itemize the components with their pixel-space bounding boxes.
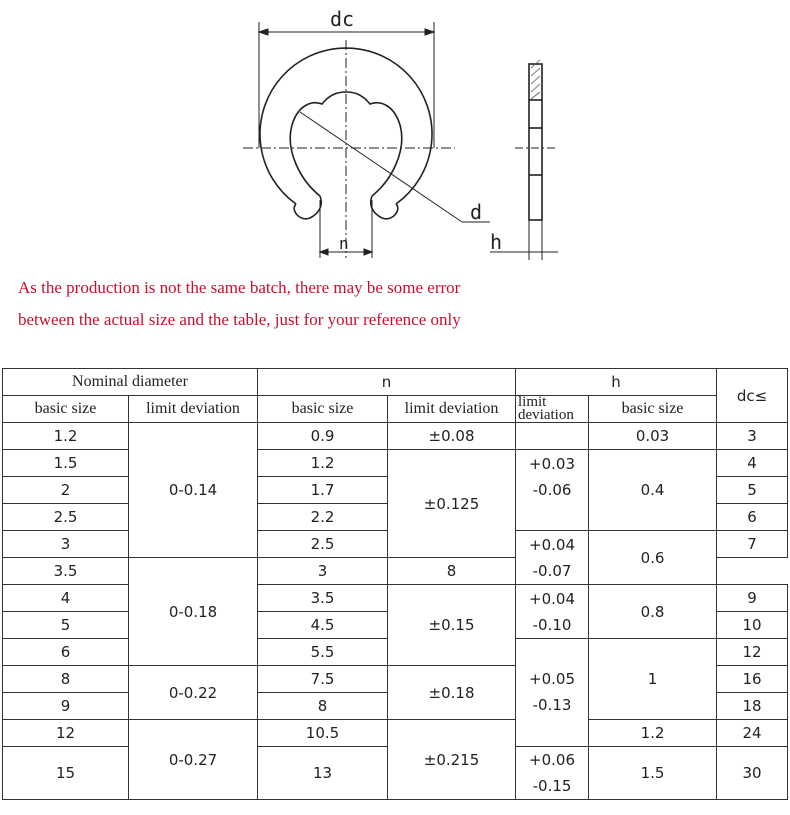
h-dev-cell: +0.03 -0.06 [516,450,589,531]
n-basic-cell: 2.2 [258,504,388,531]
n-label: n [339,234,349,253]
h-dev-cell: +0.04 -0.10 [516,585,589,639]
n-basic-cell: 13 [258,747,388,800]
dc-cell: 7 [717,531,788,558]
e-clip-left-ear [294,196,321,219]
dc-cell: 10 [717,612,788,639]
n-dev-cell: ±0.125 [388,450,516,558]
n-dev-cell: ±0.15 [388,585,516,666]
nominal-basic-cell: 2 [3,477,129,504]
dc-label: dc [330,7,355,31]
h-basic-cell: 1.2 [589,720,717,747]
n-dev-cell: ±0.215 [388,720,516,800]
nominal-basic-cell: 8 [3,666,129,693]
n-basic-cell: 10.5 [258,720,388,747]
n-basic-cell: 3 [258,558,388,585]
dc-cell: 3 [717,423,788,450]
h-basic-cell: 0.4 [589,450,717,531]
nominal-dev-cell: 0-0.27 [129,720,258,800]
h-basic-cell: 0.8 [589,585,717,639]
n-basic-cell: 1.2 [258,450,388,477]
n-basic-cell: 4.5 [258,612,388,639]
nominal-basic-cell: 5 [3,612,129,639]
header-n-basic-size: basic size [258,396,388,423]
dimension-table [2,368,788,800]
h-basic-cell: 0.6 [589,531,717,585]
header-h-limit-deviation: limit deviation [516,396,589,423]
h-dev-cell [516,423,589,450]
n-dev-cell: ±0.08 [388,423,516,450]
n-basic-cell: 2.5 [258,531,388,558]
dc-cell: 6 [717,504,788,531]
dc-cell: 24 [717,720,788,747]
header-h: h [516,369,717,396]
dc-cell: 18 [717,693,788,720]
h-dev-cell: +0.04 -0.07 [516,531,589,585]
header-h-basic-size: basic size [589,396,717,423]
nominal-dev-cell: 0-0.14 [129,423,258,558]
h-label: h [490,230,503,254]
n-dev-cell: ±0.18 [388,666,516,720]
nominal-dev-cell: 0-0.22 [129,666,258,720]
header-dc: dc≤ [717,369,788,423]
n-basic-cell: 7.5 [258,666,388,693]
nominal-basic-cell: 3.5 [3,558,129,585]
nominal-basic-cell: 12 [3,720,129,747]
dc-cell: 5 [717,477,788,504]
n-basic-cell: 0.9 [258,423,388,450]
dc-cell: 4 [717,450,788,477]
n-basic-cell: 1.7 [258,477,388,504]
header-nominal-diameter: Nominal diameter [3,369,258,396]
dc-cell: 30 [717,747,788,800]
nominal-basic-cell: 15 [3,747,129,800]
nominal-basic-cell: 4 [3,585,129,612]
nominal-basic-cell: 3 [3,531,129,558]
h-dev-cell: +0.05 -0.13 [516,639,589,747]
n-basic-cell: 3.5 [258,585,388,612]
dc-cell: 16 [717,666,788,693]
nominal-basic-cell: 9 [3,693,129,720]
header-n: n [258,369,516,396]
e-clip-right-ear [371,196,398,219]
h-basic-cell: 1.5 [589,747,717,800]
disclaimer-line-1: As the production is not the same batch, there may be some error [18,278,461,297]
dc-cell: 9 [717,585,788,612]
header-n-limit-deviation: limit deviation [388,396,516,423]
h-basic-cell: 0.03 [589,423,717,450]
h-dev-cell: +0.06 -0.15 [516,747,589,800]
dc-cell: 8 [388,558,516,585]
disclaimer-line-2: between the actual size and the table, just for your reference only [18,310,461,329]
d-label: d [470,200,483,224]
nominal-basic-cell: 6 [3,639,129,666]
dc-cell: 12 [717,639,788,666]
nominal-basic-cell: 1.2 [3,423,129,450]
header-nominal-limit-deviation: limit deviation [129,396,258,423]
nominal-basic-cell: 1.5 [3,450,129,477]
e-clip-technical-drawing [0,0,790,265]
nominal-dev-cell: 0-0.18 [129,558,258,666]
side-view [529,64,542,220]
nominal-basic-cell: 2.5 [3,504,129,531]
header-nominal-basic-size: basic size [3,396,129,423]
n-basic-cell: 5.5 [258,639,388,666]
h-basic-cell: 1 [589,639,717,720]
n-basic-cell: 8 [258,693,388,720]
